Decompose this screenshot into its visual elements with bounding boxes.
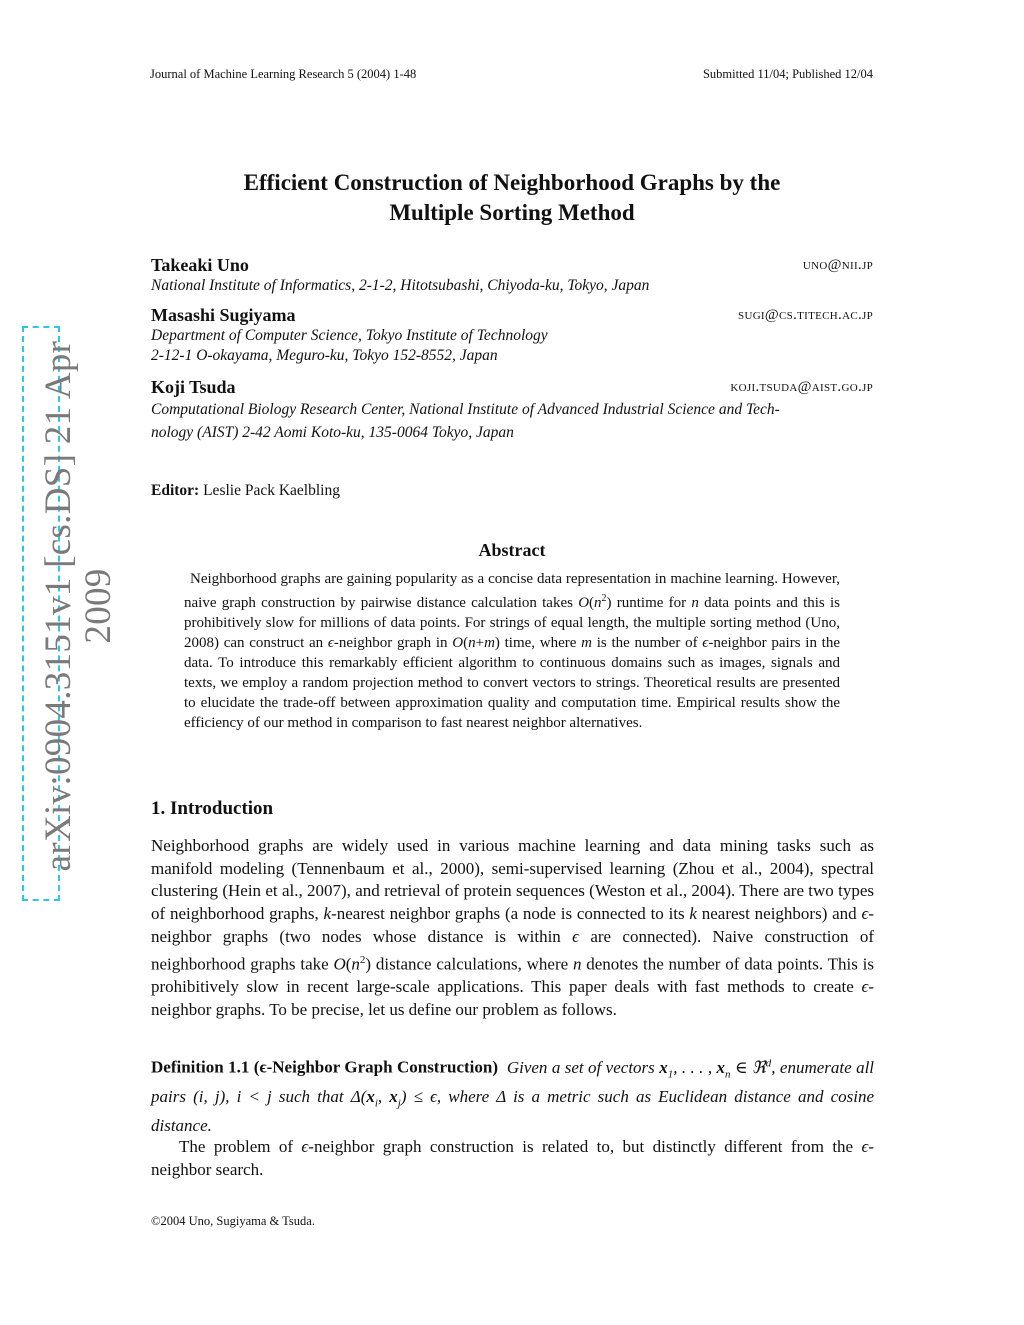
abstract-body: Neighborhood graphs are gaining popularity as a concise data representation in machine learning. However, naive graph construction by pairwise distance calculation takes $O(n^2)$ runtime for n data points and this is prohibitively slow for millions of data points. For strings of equal length, the multiple sorting method (Uno, 2008) can construct an ϵ-neighbor graph in O(n+m) time, where m is the number of ϵ-neighbor pairs in the data. To introduce this remarkably efficient algorithm to continuous domains such as images, signals and texts, we employ a random projection method to convert vectors to strings. Theoretical results are presented to elucidate the trade-off between approximation quality and computation time. Empirical results show the efficiency of our method in comparison to fast nearest neighbor alternatives. (184, 571, 840, 731)
author-name-3: Koji Tsuda (151, 377, 236, 397)
definition-1-1: Definition 1.1 (ϵ-Neighbor Graph Construction) Given a set of vectors $x_1$, . . . , $x_n$ ∈ ℜ$^d$, enumerate all pairs (i, j), i < j such that $\Delta(x_i$, $x_j) \le \epsilon$, where Δ is a metric such as Euclidean distance and cosine distance. (151, 1057, 875, 1135)
editor-label: Editor: (151, 482, 200, 499)
submission-dates: Submitted 11/04; Published 12/04 (702, 67, 873, 81)
intro-paragraph: Neighborhood graphs are widely used in various machine learning and data mining tasks such as manifold modeling (Tennenbaum et al., 2000), semi-supervised learning (Zhou et al., 2004), spectral clustering (Hein et al., 2007), and retrieval of protein sequences (Weston et al., 2004). There are two types of neighborhood graphs, k-nearest neighbor graphs (a node is connected to its k nearest neighbors) and ϵ-neighbor graphs (two nodes whose distance is within ϵ are connected). Naive construction of neighborhood graphs take $O(n^2)$ distance calculations, where n denotes the number of data points. This is prohibitively slow in recent large-scale applications. This paper deals with fast methods to create ϵ-neighbor graphs. To be precise, let us define our problem as follows. (151, 836, 875, 1019)
editor-line (151, 482, 340, 500)
author-email-3[interactable]: koji.tsuda@aist.go.jp (730, 379, 873, 395)
arxiv-stamp[interactable]: arXiv:0904.3151v1 [cs.DS] 21 Apr 2009 (38, 340, 119, 872)
title-line-1: Efficient Construction of Neighborhood Graphs by the (243, 170, 781, 195)
paragraph-after-definition: The problem of ϵ-neighbor graph construction is related to, but distinctly different from the ϵ-neighbor search. (151, 1137, 875, 1179)
author-affiliation-3b: nology (AIST) 2-42 Aomi Koto-ku, 135-0064 Tokyo, Japan (151, 424, 514, 441)
author-affiliation-2a: Department of Computer Science, Tokyo Institute of Technology (151, 327, 548, 344)
author-email-2[interactable]: sugi@cs.titech.ac.jp (738, 307, 873, 323)
editor-name: Leslie Pack Kaelbling (203, 482, 340, 499)
copyright-notice: ©2004 Uno, Sugiyama & Tsuda. (151, 1214, 315, 1228)
author-name-1: Takeaki Uno (151, 255, 249, 275)
author-name-2: Masashi Sugiyama (151, 305, 296, 325)
journal-header: Journal of Machine Learning Research 5 (2004) 1-48 (150, 67, 417, 81)
section-title-introduction: 1. Introduction (151, 798, 274, 819)
title-line-2: Multiple Sorting Method (389, 200, 635, 225)
author-email-1[interactable]: uno@nii.jp (802, 257, 873, 273)
paper-title (150, 168, 874, 228)
author-affiliation-3a: Computational Biology Research Center, National Institute of Advanced Industrial Science and Tech- (151, 401, 780, 418)
author-affiliation-2b: 2-12-1 O-okayama, Meguro-ku, Tokyo 152-8552, Japan (151, 347, 498, 364)
abstract-title: Abstract (478, 540, 546, 560)
author-affiliation-1: National Institute of Informatics, 2-1-2, Hitotsubashi, Chiyoda-ku, Tokyo, Japan (151, 277, 650, 294)
